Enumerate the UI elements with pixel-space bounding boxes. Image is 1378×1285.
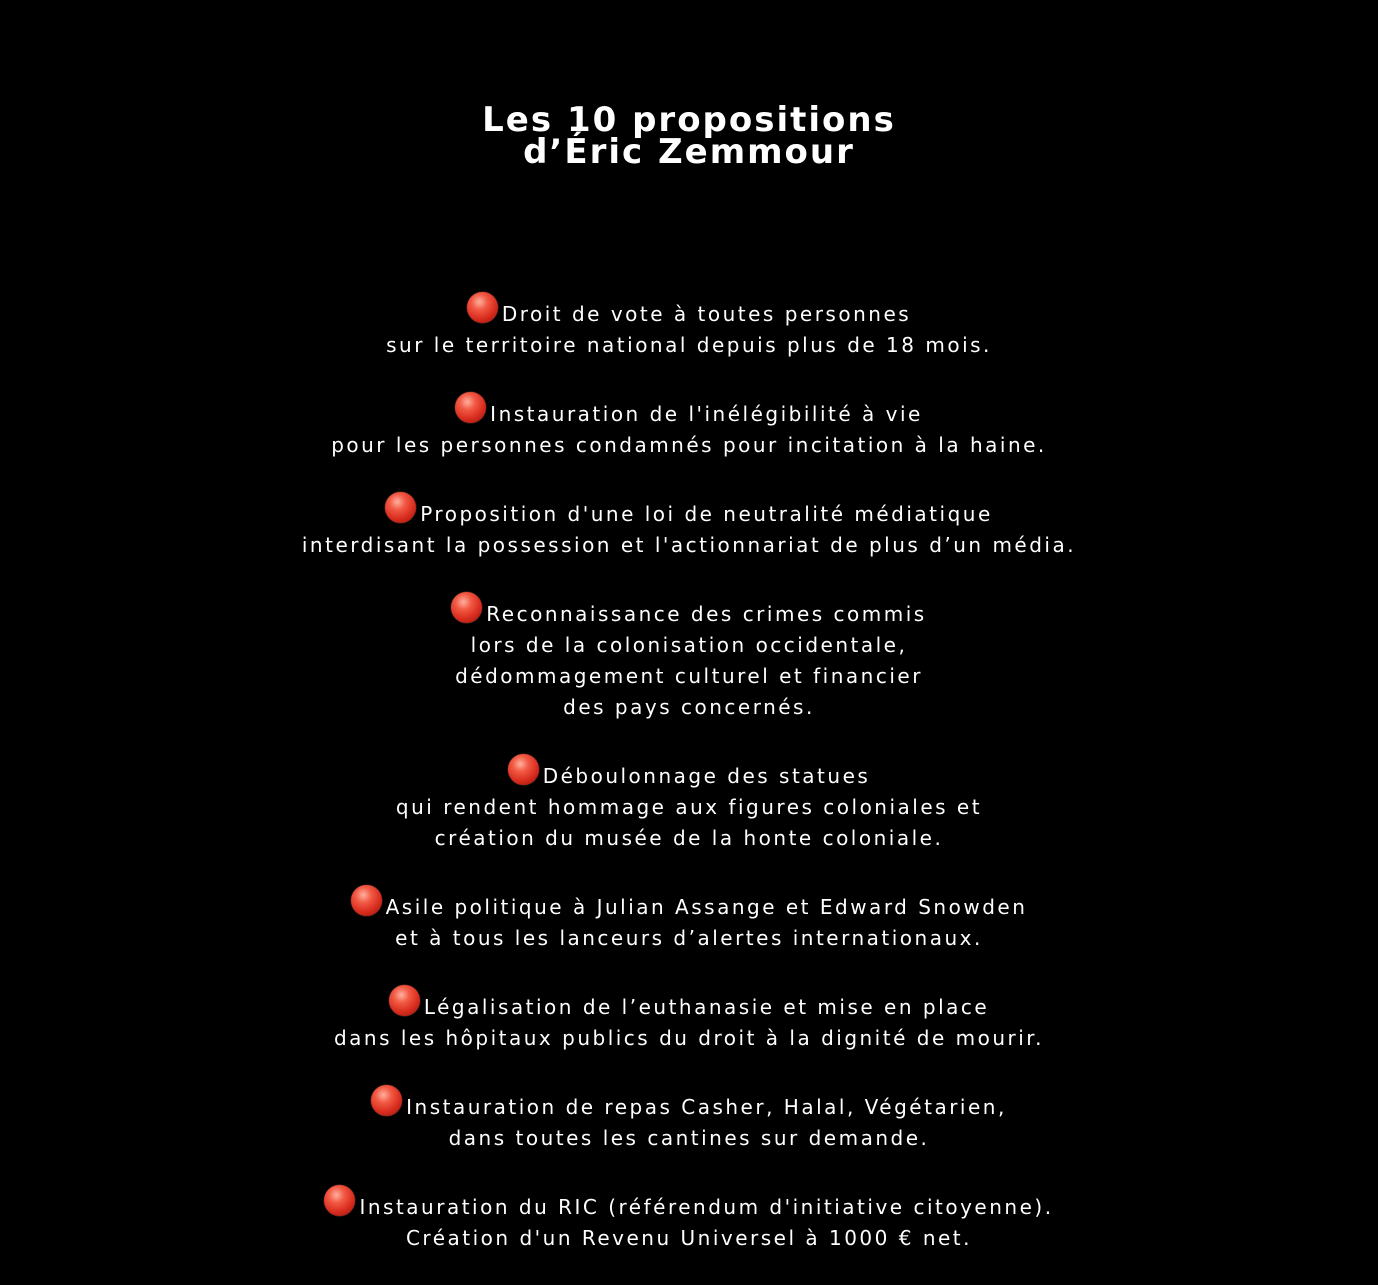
proposal-item	[0, 392, 1378, 461]
red-circle-icon	[351, 885, 382, 916]
proposal-line: Droit de vote à toutes personnes	[501, 302, 912, 326]
red-circle-icon	[455, 392, 486, 423]
proposal-line: pour les personnes condamnés pour incitation à la haine.	[331, 433, 1047, 457]
red-circle-icon	[324, 1185, 355, 1216]
red-circle-icon	[508, 754, 539, 785]
proposal-list	[0, 292, 1378, 1285]
proposal-line: Instauration de repas Casher, Halal, Végétarien,	[406, 1095, 1007, 1119]
red-circle-icon	[371, 1085, 402, 1116]
proposal-item	[0, 885, 1378, 954]
proposal-line: Légalisation de l’euthanasie et mise en place	[423, 995, 990, 1019]
proposal-item	[0, 985, 1378, 1054]
proposal-line: Instauration de l'inélégibilité à vie	[490, 402, 923, 426]
proposal-item	[0, 592, 1378, 723]
proposal-line: création du musée de la honte coloniale.	[434, 826, 944, 850]
proposal-line: Création d'un Revenu Universel à 1000 € net.	[405, 1226, 973, 1250]
title-line-2: d’Éric Zemmour	[523, 132, 855, 172]
proposal-item	[0, 1085, 1378, 1154]
title-line-1: Les 10 propositions	[482, 100, 896, 140]
proposal-line: dédommagement culturel et financier	[455, 664, 923, 688]
proposal-line: sur le territoire national depuis plus de 18 mois.	[386, 333, 992, 357]
red-circle-icon	[385, 492, 416, 523]
proposal-line: dans toutes les cantines sur demande.	[448, 1126, 930, 1150]
proposal-line: Instauration du RIC (référendum d'initiative citoyenne).	[359, 1195, 1054, 1219]
page-title	[0, 100, 1378, 172]
proposal-line: Reconnaissance des crimes commis	[486, 602, 927, 626]
red-circle-icon	[451, 592, 482, 623]
proposal-item	[0, 754, 1378, 854]
proposal-line: Proposition d'une loi de neutralité médiatique	[420, 502, 993, 526]
proposal-line: qui rendent hommage aux figures coloniales et	[395, 795, 983, 819]
proposal-line: interdisant la possession et l'actionnariat de plus d’un média.	[301, 533, 1077, 557]
proposal-item	[0, 1185, 1378, 1254]
proposal-item	[0, 492, 1378, 561]
red-circle-icon	[389, 985, 420, 1016]
proposal-line: lors de la colonisation occidentale,	[470, 633, 908, 657]
proposal-line: dans les hôpitaux publics du droit à la dignité de mourir.	[333, 1026, 1045, 1050]
proposal-line: et à tous les lanceurs d’alertes internationaux.	[395, 926, 983, 950]
proposal-line: Déboulonnage des statues	[542, 764, 871, 788]
red-circle-icon	[467, 292, 498, 323]
proposal-line: des pays concernés.	[563, 695, 815, 719]
proposal-line: Asile politique à Julian Assange et Edward Snowden	[385, 895, 1028, 919]
proposal-item	[0, 292, 1378, 361]
